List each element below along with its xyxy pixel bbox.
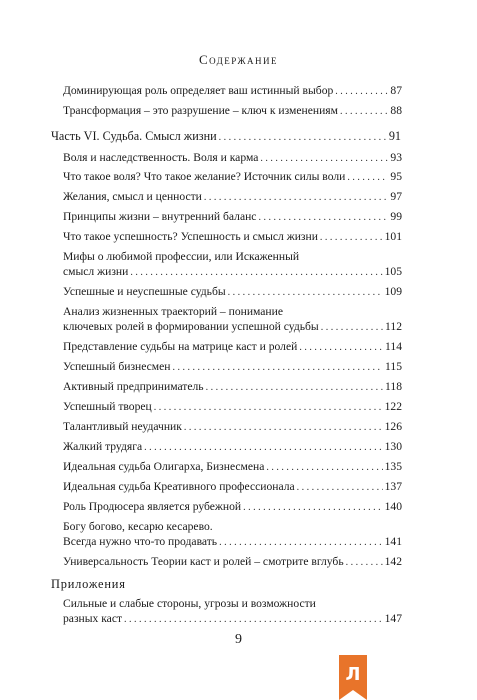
toc-dot-leader xyxy=(335,83,388,99)
toc-dot-leader xyxy=(206,379,383,395)
toc-entry-title: ключевых ролей в формировании успешной судьбы xyxy=(63,320,319,333)
toc-dot-leader xyxy=(219,534,383,550)
toc-entry[interactable] xyxy=(63,150,402,166)
toc-dot-leader xyxy=(297,479,383,495)
toc-page-number: 122 xyxy=(384,400,402,413)
toc-page-number: 105 xyxy=(384,265,402,278)
toc-entry-title: смысл жизни xyxy=(63,265,129,278)
toc-page-number: 137 xyxy=(384,480,402,493)
toc-dot-leader xyxy=(173,359,384,375)
toc-entry[interactable] xyxy=(63,611,402,627)
toc-dot-leader xyxy=(154,399,383,415)
toc-entry-title: Идеальная судьба Креативного профессионала xyxy=(63,480,295,493)
toc-entry-title: Что такое успешность? Успешность и смысл жизни xyxy=(63,230,318,243)
toc-entry-title: Представление судьбы на матрице каст и ролей xyxy=(63,340,298,353)
toc-entry-title: Идеальная судьба Олигарха, Бизнесмена xyxy=(63,460,265,473)
toc-page-number: 97 xyxy=(390,190,402,203)
toc-dot-leader xyxy=(320,229,383,245)
toc-entry[interactable] xyxy=(63,439,402,455)
toc-entry[interactable] xyxy=(63,339,402,355)
publisher-logo xyxy=(333,655,373,700)
toc-entry-title: Желания, смысл и ценности xyxy=(63,190,202,203)
toc-entry[interactable] xyxy=(63,189,402,205)
toc-entry[interactable] xyxy=(63,319,402,335)
toc-dot-leader xyxy=(184,419,383,435)
appendix-heading[interactable]: Приложения xyxy=(51,577,126,591)
toc-dot-leader xyxy=(260,150,388,166)
toc-entry-title: Роль Продюсера является рубежной xyxy=(63,500,242,513)
toc-dot-leader xyxy=(321,319,383,335)
toc-dot-leader xyxy=(347,169,388,185)
toc-entry-title: Всегда нужно что-то продавать xyxy=(63,535,218,548)
toc-entry[interactable] xyxy=(63,359,402,375)
toc-entry[interactable] xyxy=(63,103,402,119)
toc-page-number: 147 xyxy=(384,612,402,625)
toc-entry[interactable] xyxy=(63,399,402,415)
toc-entry-title: Трансформация – это разрушение – ключ к изменениям xyxy=(63,104,338,117)
toc-entry[interactable] xyxy=(63,209,402,225)
toc-entry[interactable] xyxy=(63,284,402,300)
toc-entry[interactable] xyxy=(63,459,402,475)
toc-dot-leader xyxy=(243,499,382,515)
toc-part-heading[interactable] xyxy=(51,129,401,145)
toc-entry[interactable] xyxy=(63,499,402,515)
toc-page-number: 114 xyxy=(385,340,402,353)
toc-entry-title: Жалкий трудяга xyxy=(63,440,143,453)
toc-page-number: 130 xyxy=(384,440,402,453)
toc-entry-title: Доминирующая роль определяет ваш истинный выбор xyxy=(63,84,334,97)
toc-entry-title: Воля и наследственность. Воля и карма xyxy=(63,151,259,164)
toc-page-number: 109 xyxy=(384,285,402,298)
toc-entry[interactable] xyxy=(63,534,402,550)
toc-page-number: 118 xyxy=(385,380,402,393)
toc-dot-leader xyxy=(204,189,389,205)
toc-entry[interactable] xyxy=(63,264,402,280)
toc-entry-title: Принципы жизни – внутренний баланс xyxy=(63,210,257,223)
toc-dot-leader xyxy=(124,611,383,627)
toc-page-number: 91 xyxy=(388,129,401,143)
logo-letter: Л xyxy=(345,664,361,685)
toc-entry[interactable] xyxy=(63,419,402,435)
toc-entry-title: разных каст xyxy=(63,612,123,625)
toc-page-number: 101 xyxy=(384,230,402,243)
toc-entry-title: Успешный творец xyxy=(63,400,152,413)
toc-entry-title-line1: Сильные и слабые стороны, угрозы и возможности xyxy=(63,597,316,610)
toc-entry-title-line1: Мифы о любимой профессии, или Искаженный xyxy=(63,250,300,263)
toc-dot-leader xyxy=(130,264,382,280)
toc-entry[interactable] xyxy=(63,83,402,99)
toc-entry[interactable] xyxy=(63,379,402,395)
toc-dot-leader xyxy=(266,459,382,475)
toc-page-number: 141 xyxy=(384,535,402,548)
toc-page-number: 112 xyxy=(385,320,402,333)
toc-dot-leader xyxy=(258,209,388,225)
toc-entry-title: Талантливый неудачник xyxy=(63,420,182,433)
toc-entry-title: Активный предприниматель xyxy=(63,380,204,393)
toc-entry-title: Что такое воля? Что такое желание? Источник силы воли xyxy=(63,170,346,183)
toc-page-number: 95 xyxy=(390,170,402,183)
toc-dot-leader xyxy=(346,554,383,570)
toc-page-number: 93 xyxy=(390,151,402,164)
toc-page-number: 140 xyxy=(384,500,402,513)
toc-entry-title: Успешный бизнесмен xyxy=(63,360,171,373)
toc-page-number: 126 xyxy=(384,420,402,433)
toc-entry[interactable] xyxy=(63,169,402,185)
toc-page-number: 88 xyxy=(390,104,402,117)
toc-entry[interactable] xyxy=(63,479,402,495)
toc-page-number: 115 xyxy=(385,360,402,373)
page-header: Содержание xyxy=(198,52,279,67)
toc-entry-title-line1: Анализ жизненных траекторий – понимание xyxy=(63,305,283,318)
toc-page-number: 87 xyxy=(390,84,402,97)
toc-entry-title: Универсальность Теории каст и ролей – смотрите вглубь xyxy=(63,555,344,568)
page-number: 9 xyxy=(235,632,242,647)
toc-page-number: 142 xyxy=(384,555,402,568)
toc-dot-leader xyxy=(144,439,382,455)
toc-dot-leader xyxy=(299,339,383,355)
toc-entry[interactable] xyxy=(63,554,402,570)
toc-entry-title-line1: Богу богово, кесарю кесарево. xyxy=(63,520,213,533)
toc-page-number: 99 xyxy=(390,210,402,223)
toc-entry-title: Часть VI. Судьба. Смысл жизни xyxy=(51,129,217,143)
toc-page-number: 135 xyxy=(384,460,402,473)
toc-dot-leader xyxy=(340,103,388,119)
toc-entry[interactable] xyxy=(63,229,402,245)
toc-dot-leader xyxy=(219,129,387,145)
toc-entry-title: Успешные и неуспешные судьбы xyxy=(63,285,226,298)
toc-dot-leader xyxy=(228,284,383,300)
